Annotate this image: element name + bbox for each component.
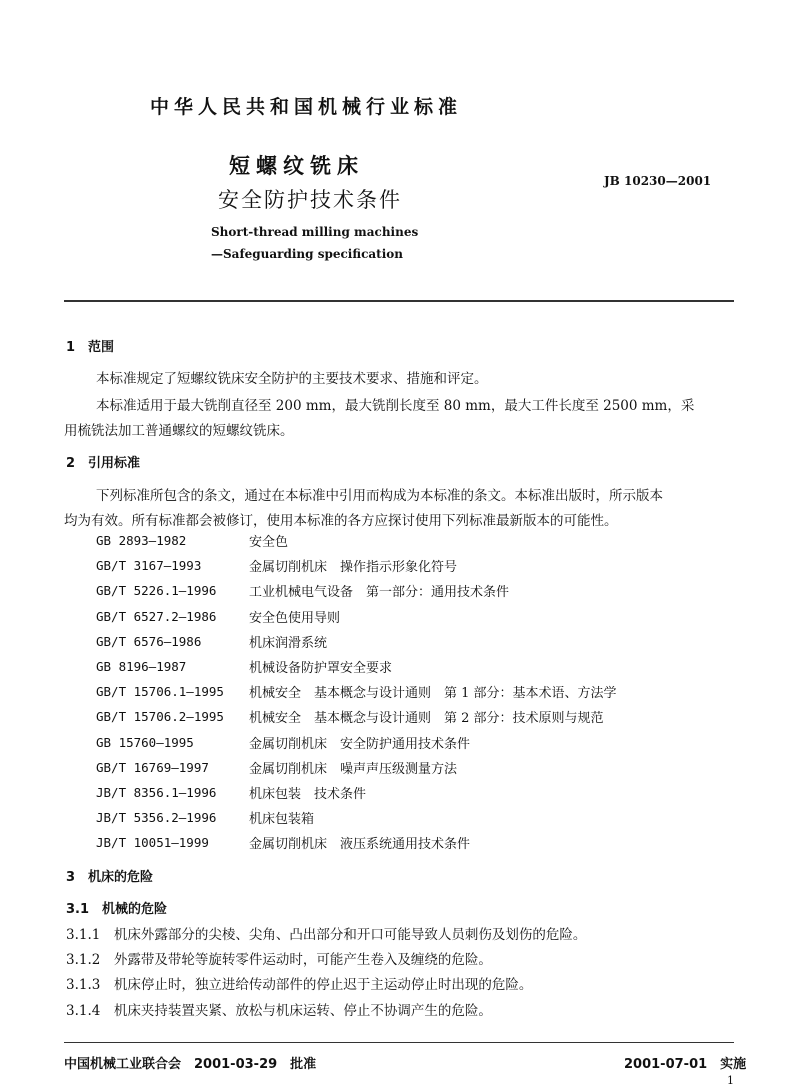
- english-title-line-2: —Safeguarding specification: [211, 247, 403, 261]
- reference-title: 机床包装 技术条件: [249, 786, 367, 802]
- reference-code: GB/T 6576—1986: [96, 633, 202, 649]
- section-1-para-2-line-1: 本标准适用于最大铣削直径至 200 mm，最大铣削长度至 80 mm，最大工件长度至 2500 mm，采: [96, 398, 695, 414]
- title-line-2: 安全防护技术条件: [218, 188, 402, 212]
- reference-code: GB/T 5226.1—1996: [96, 583, 217, 599]
- reference-row: [96, 780, 716, 805]
- page-number: 1: [727, 1074, 734, 1087]
- reference-code: JB/T 10051—1999: [96, 835, 209, 851]
- reference-row: [96, 553, 716, 578]
- reference-title: 金属切削机床 操作指示形象化符号: [249, 560, 458, 576]
- reference-row: [96, 654, 716, 679]
- reference-code: JB/T 8356.1—1996: [96, 784, 217, 800]
- clause-3-1-4: 3.1.4 机床夹持装置夹紧、放松与机床运转、停止不协调产生的危险。: [66, 1003, 492, 1019]
- reference-code: JB/T 5356.2—1996: [96, 810, 217, 826]
- reference-title: 金属切削机床 安全防护通用技术条件: [249, 736, 471, 752]
- reference-row: [96, 805, 716, 830]
- reference-title: 安全色使用导则: [249, 610, 341, 626]
- reference-title: 机床润滑系统: [249, 635, 328, 651]
- reference-title: 安全色: [249, 535, 289, 551]
- issuing-organization: 中华人民共和国机械行业标准: [150, 96, 463, 118]
- reference-row: [96, 730, 716, 755]
- approval-line: 中国机械工业联合会 2001-03-29 批准: [64, 1057, 317, 1072]
- reference-row: [96, 679, 716, 704]
- section-3-1-heading: 3.1 机械的危险: [66, 902, 168, 917]
- standard-code: JB 10230—2001: [604, 174, 712, 188]
- clause-3-1-1: 3.1.1 机床外露部分的尖棱、尖角、凸出部分和开口可能导致人员刺伤及划伤的危险。: [66, 927, 587, 943]
- reference-code: GB/T 15706.2—1995: [96, 709, 224, 725]
- reference-row: [96, 528, 716, 553]
- clause-3-1-3: 3.1.3 机床停止时，独立进给传动部件的停止迟于主运动停止时出现的危险。: [66, 977, 533, 993]
- clause-3-1-2: 3.1.2 外露带及带轮等旋转零件运动时，可能产生卷入及缠绕的危险。: [66, 952, 492, 968]
- reference-code: GB 2893—1982: [96, 533, 187, 549]
- reference-title: 工业机械电气设备 第一部分：通用技术条件: [249, 585, 510, 601]
- reference-row: [96, 629, 716, 654]
- english-title-line-1: Short-thread milling machines: [211, 225, 419, 239]
- reference-code: GB 8196—1987: [96, 659, 187, 675]
- section-2-para-line-2: 均为有效。所有标准都会被修订，使用本标准的各方应探讨使用下列标准最新版本的可能性。: [64, 513, 618, 529]
- reference-code: GB/T 16769—1997: [96, 759, 209, 775]
- reference-title: 机械设备防护罩安全要求: [249, 661, 393, 677]
- reference-code: GB/T 15706.1—1995: [96, 684, 224, 700]
- reference-title: 机床包装箱: [249, 812, 315, 828]
- title-line-1: 短螺纹铣床: [229, 154, 364, 178]
- reference-row: [96, 704, 716, 729]
- implementation-date: 2001-07-01 实施: [624, 1057, 747, 1072]
- reference-row: [96, 604, 716, 629]
- reference-title: 金属切削机床 液压系统通用技术条件: [249, 837, 471, 853]
- section-2-para-line-1: 下列标准所包含的条文，通过在本标准中引用而构成为本标准的条文。本标准出版时，所示版本: [96, 488, 663, 504]
- reference-row: [96, 830, 716, 855]
- reference-code: GB/T 3167—1993: [96, 558, 202, 574]
- reference-code: GB/T 6527.2—1986: [96, 608, 217, 624]
- header-divider: [64, 300, 734, 302]
- section-1-heading: 1 范围: [66, 340, 115, 355]
- reference-title: 机械安全 基本概念与设计通则 第 2 部分：技术原则与规范: [249, 711, 604, 727]
- reference-title: 机械安全 基本概念与设计通则 第 1 部分：基本术语、方法学: [249, 686, 617, 702]
- footer-divider: [64, 1042, 734, 1043]
- section-2-heading: 2 引用标准: [66, 456, 141, 471]
- referenced-standards-list: [96, 528, 716, 855]
- section-3-heading: 3 机床的危险: [66, 870, 154, 885]
- reference-code: GB 15760—1995: [96, 734, 194, 750]
- reference-row: [96, 578, 716, 603]
- section-1-para-1: 本标准规定了短螺纹铣床安全防护的主要技术要求、措施和评定。: [96, 371, 488, 387]
- section-1-para-2-line-2: 用梳铣法加工普通螺纹的短螺纹铣床。: [64, 423, 294, 439]
- reference-title: 金属切削机床 噪声声压级测量方法: [249, 761, 458, 777]
- reference-row: [96, 755, 716, 780]
